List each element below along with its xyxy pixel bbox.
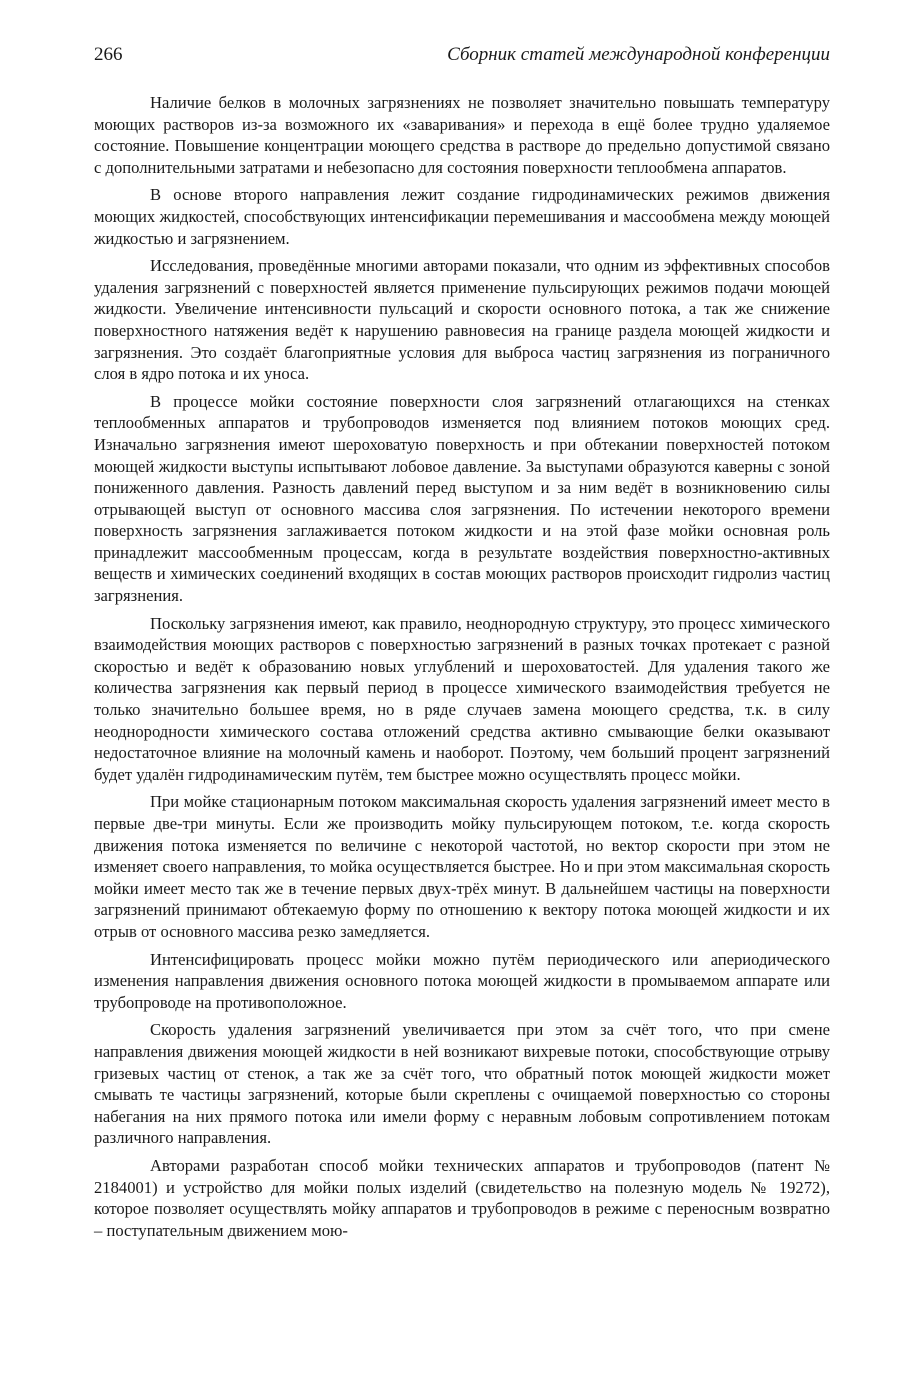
paragraph: При мойке стационарным потоком максимальная скорость удаления загрязнений имеет место в первые две-три минуты. Если же производить мойку пульсирующем потоком, т.е. когда скорость движения потока изменяется по величине с некоторой частотой, но вектор скорости при этом не изменяет своего направления, то мойка осуществляется быстрее. Но и при этом максимальная скорость мойки имеет место так же в течение первых двух-трёх минут. В дальнейшем частицы на поверхности загрязнений принимают обтекаемую форму по отношению к вектору потока моющей жидкости и их отрыв от основного массива резко замедляется. xyxy=(94,792,830,941)
page-number: 266 xyxy=(94,44,123,65)
paragraph: В процессе мойки состояние поверхности слоя загрязнений отлагающихся на стенках теплообменных аппаратов и трубопроводов изменяется под влиянием потоков моющих сред. Изначально загрязнения имеют шероховатую поверхность и при обтекании поверхностей потоком моющей жидкости выступы испытывают лобовое давление. За выступами образуются каверны с зоной пониженного давления. Разность давлений перед выступом и за ним ведёт в возникновению силы отрывающей выступ от основного массива слоя загрязнения. По истечении некоторого времени поверхность загрязнения заглаживается потоком жидкости и на этой фазе мойки основная роль принадлежит массообменным процессам, когда в результате воздействия поверхностно-активных веществ и химических соединений входящих в состав моющих растворов происходит гидролиз частиц загрязнения. xyxy=(94,391,830,606)
running-header xyxy=(94,44,830,74)
paragraph: Скорость удаления загрязнений увеличивается при этом за счёт того, что при смене направления движения моющей жидкости в ней возникают вихревые потоки, способствующие отрыву гризевых частиц от стенок, а так же за счёт того, что обратный поток моющей жидкости может смывать те частицы загрязнений, которые были скреплены с очищаемой поверхностью со стороны набегания на них прямого потока или имели форму с неравным лобовым сопротивлением потокам различного направления. xyxy=(94,1020,830,1148)
article-body xyxy=(94,92,830,1241)
paragraph: В основе второго направления лежит создание гидродинамических режимов движения моющих жидкостей, способствующих интенсификации перемешивания и массообмена между моющей жидкостью и загрязнением. xyxy=(94,185,830,248)
journal-title: Сборник статей международной конференции xyxy=(447,44,830,65)
paragraph: Поскольку загрязнения имеют, как правило, неоднородную структуру, это процесс химического взаимодействия моющих растворов с поверхностью загрязнений в разных точках протекает с разной скоростью и ведёт к образованию новых углублений и шероховатостей. Для удаления такого же количества загрязнения как первый период в процессе химического взаимодействия требуется не только значительно большее время, но в ряде случаев замена моющего средства, т.к. в силу неоднородности химического состава отложений средства активно смывающие белки оказывают недостаточное влияние на молочный камень и наоборот. Поэтому, чем больший процент загрязнений будет удалён гидродинамическим путём, тем быстрее можно осуществлять процесс мойки. xyxy=(94,613,830,784)
paragraph: Авторами разработан способ мойки технических аппаратов и трубопроводов (патент № 2184001) и устройство для мойки полых изделий (свидетельство на полезную модель № 19272), которое позволяет осуществлять мойку аппаратов и трубопроводов в режиме с переносным возвратно – поступательным движением мою- xyxy=(94,1155,830,1240)
paragraph: Наличие белков в молочных загрязнениях не позволяет значительно повышать температуру моющих растворов из-за возможного их «заваривания» и перехода в ещё более трудно удаляемое состояние. Повышение концентрации моющего средства в растворе до предельно допустимой связано с дополнительными затратами и небезопасно для состояния поверхности теплообмена аппаратов. xyxy=(94,93,830,177)
paragraph: Исследования, проведённые многими авторами показали, что одним из эффективных способов удаления загрязнений с поверхностей является применение пульсирующих режимов подачи моющей жидкости. Увеличение интенсивности пульсаций и скорости основного потока, а так же снижение поверхностного натяжения ведёт к нарушению равновесия на границе раздела моющей жидкости и загрязнения. Это создаёт благоприятные условия для выброса частиц загрязнения из пограничного слоя в ядро потока и их уноса. xyxy=(94,256,830,384)
paragraph: Интенсифицировать процесс мойки можно путём периодического или апериодического изменения направления движения основного потока моющей жидкости в промываемом аппарате или трубопроводе на противоположное. xyxy=(94,949,830,1012)
document-page xyxy=(94,44,830,1247)
